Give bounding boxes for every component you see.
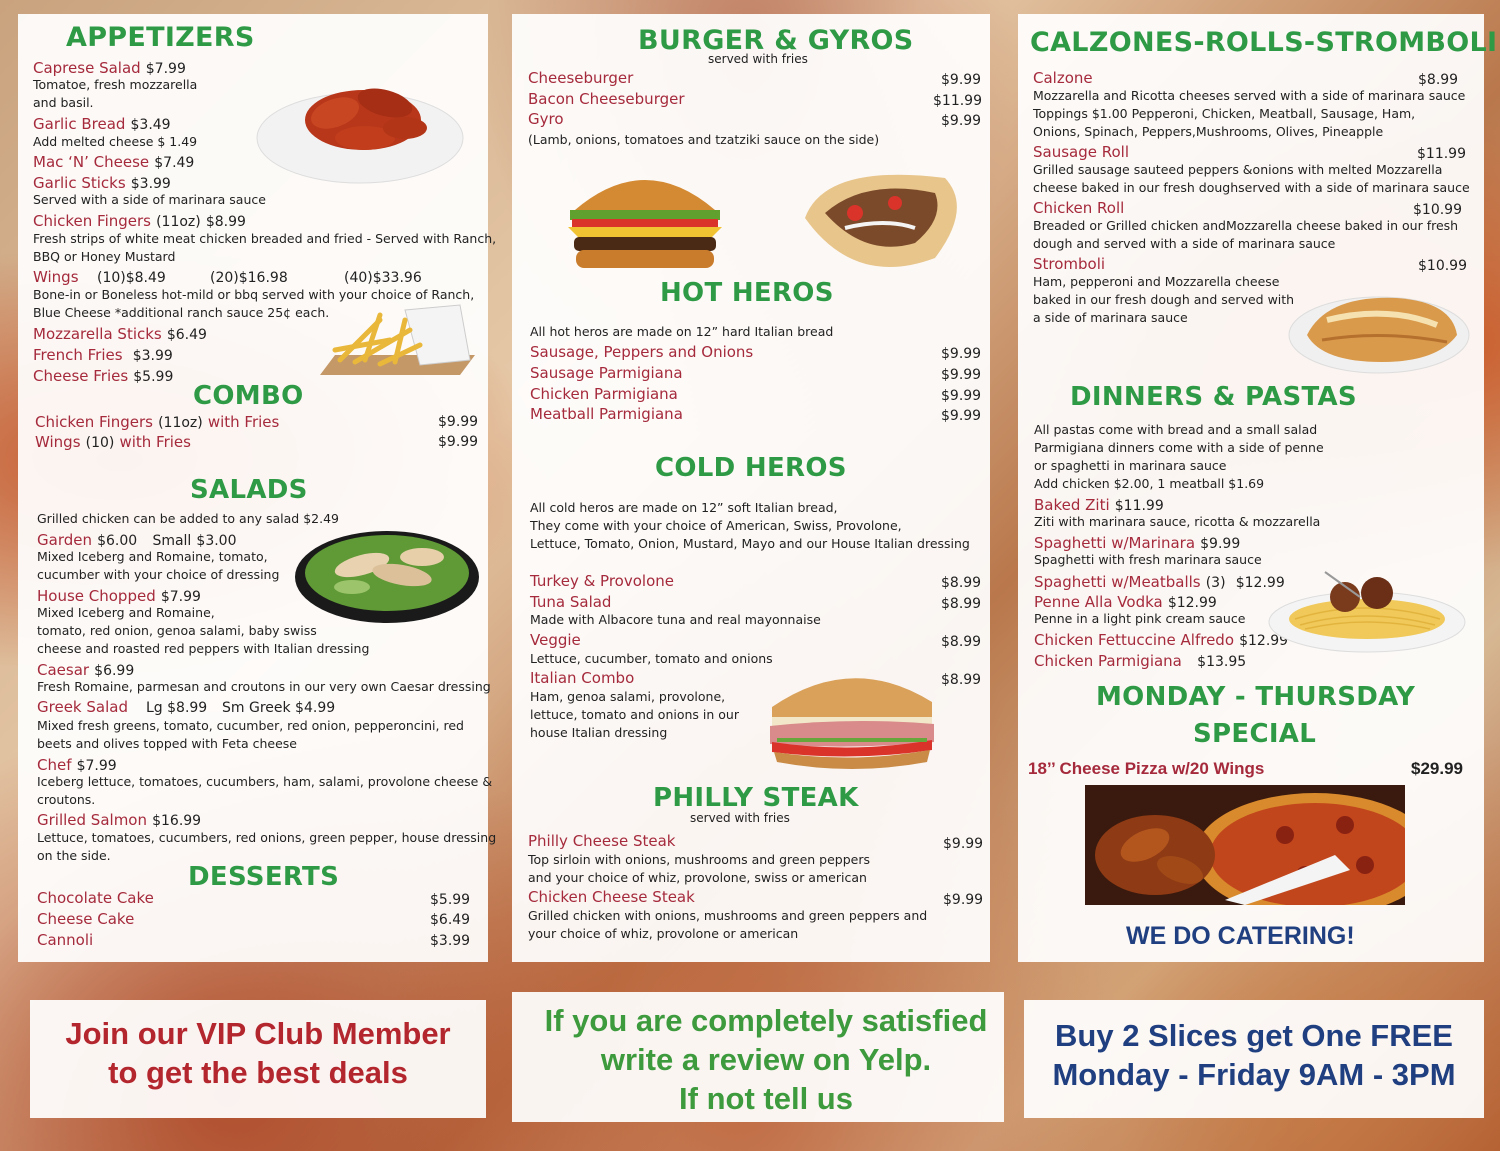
item-price: $9.99: [943, 836, 984, 852]
item-description: BBQ or Honey Mustard: [33, 249, 176, 264]
item-description: Penne in a light pink cream sauce: [1034, 611, 1246, 626]
menu-item-house-chopped: House Chopped $7.99: [37, 587, 201, 605]
menu-item-italian-combo: Italian Combo: [530, 669, 635, 687]
menu-item-gyro: Gyro: [528, 110, 564, 128]
salads-note: Grilled chicken can be added to any salad $2.49: [37, 511, 340, 526]
vip-line-1: Join our VIP Club Member: [65, 1016, 451, 1051]
menu-item-bacon-cheeseburger: Bacon Cheeseburger: [528, 90, 685, 108]
menu-item-cheese-cake: Cheese Cake: [37, 910, 135, 928]
slices-line-1: Buy 2 Slices get One FREE: [1055, 1018, 1453, 1053]
item-description: Mixed Iceberg and Romaine, tomato,: [37, 549, 268, 564]
french-fries-photo: [310, 300, 480, 382]
item-price: $9.99: [941, 367, 982, 383]
item-price: $8.99: [941, 596, 982, 612]
item-description: Grilled sausage sauteed peppers &onions with melted Mozzarella: [1033, 162, 1443, 177]
menu-item-turkey-provolone: Turkey & Provolone: [530, 572, 674, 590]
item-description: Iceberg lettuce, tomatoes, cucumbers, ham, salami, provolone cheese &: [37, 774, 493, 789]
cold-heros-note: All cold heros are made on 12” soft Italian bread,: [530, 500, 838, 515]
menu-item-chicken-roll: Chicken Roll: [1033, 199, 1125, 217]
item-price: $9.99: [941, 388, 982, 404]
item-description: Add melted cheese $ 1.49: [33, 134, 198, 149]
special-heading-line2: SPECIAL: [1193, 719, 1317, 749]
menu-item-spaghetti-marinara: Spaghetti w/Marinara $9.99: [1034, 534, 1241, 552]
menu-item-chicken-parmigiana-dinner: Chicken Parmigiana $13.95: [1034, 652, 1247, 670]
greek-large-price: Lg $8.99: [146, 700, 208, 716]
item-description: a side of marinara sauce: [1033, 310, 1188, 325]
item-description: beets and olives topped with Feta cheese: [37, 736, 297, 751]
item-description: Fresh Romaine, parmesan and croutons in our very own Caesar dressing: [37, 679, 491, 694]
stromboli-photo: [1287, 280, 1472, 375]
menu-item-cheese-fries: Cheese Fries $5.99: [33, 367, 174, 385]
wings-price-40: (40)$33.96: [344, 270, 422, 286]
menu-item-chef-salad: Chef $7.99: [37, 756, 117, 774]
menu-item-mozzarella-sticks: Mozzarella Sticks $6.49: [33, 325, 207, 343]
menu-item-sausage-peppers-onions: Sausage, Peppers and Onions: [530, 343, 754, 361]
yelp-line-1: If you are completely satisfied: [544, 1003, 988, 1038]
item-description: house Italian dressing: [530, 725, 668, 740]
cold-heros-note: Lettuce, Tomato, Onion, Mustard, Mayo and our House Italian dressing: [530, 536, 970, 551]
menu-item-mac-n-cheese: Mac ‘N’ Cheese $7.49: [33, 153, 195, 171]
menu-item-chicken-cheese-steak: Chicken Cheese Steak: [528, 888, 695, 906]
menu-item-stromboli: Stromboli: [1033, 255, 1106, 273]
menu-item-garlic-bread: Garlic Bread $3.49: [33, 115, 171, 133]
menu-item-combo-wings: Wings (10) with Fries: [35, 433, 191, 451]
combo-fingers-price: $9.99: [438, 414, 479, 430]
philly-heading: PHILLY STEAK: [653, 783, 859, 813]
burgers-heading: BURGER & GYROS: [638, 25, 914, 56]
menu-item-spaghetti-meatballs: Spaghetti w/Meatballs (3) $12.99: [1034, 573, 1285, 591]
item-description: Toppings $1.00 Pepperoni, Chicken, Meatball, Sausage, Ham,: [1033, 106, 1416, 121]
spaghetti-meatballs-photo: [1265, 567, 1470, 655]
menu-item-penne-vodka: Penne Alla Vodka $12.99: [1034, 593, 1217, 611]
menu-item-sausage-parmigiana: Sausage Parmigiana: [530, 364, 683, 382]
menu-item-caprese: Caprese Salad $7.99: [33, 59, 186, 77]
yelp-line-2: write a review on Yelp.: [600, 1041, 932, 1077]
wings-price-10: (10)$8.49: [97, 270, 166, 286]
appetizers-heading: APPETIZERS: [66, 22, 255, 53]
item-description: dough and served with a side of marinara sauce: [1033, 236, 1336, 251]
vip-club-text: [30, 1015, 486, 1093]
item-description: on the side.: [37, 848, 111, 863]
cold-heros-note: They come with your choice of American, Swiss, Provolone,: [530, 518, 902, 533]
item-price: $11.99: [933, 93, 982, 109]
item-description: Ham, genoa salami, provolone,: [530, 689, 726, 704]
menu-item-baked-ziti: Baked Ziti $11.99: [1034, 496, 1164, 514]
slices-deal-text: [1024, 1017, 1484, 1095]
catering-text: WE DO CATERING!: [1126, 922, 1355, 950]
burgers-subheading: served with fries: [708, 52, 808, 66]
item-description: Blue Cheese *additional ranch sauce 25¢ each.: [33, 305, 330, 320]
special-item: 18’’ Cheese Pizza w/20 Wings: [1028, 759, 1265, 778]
item-description: Tomatoe, fresh mozzarella: [33, 77, 198, 92]
chicken-wings-photo: [255, 58, 470, 188]
item-description: baked in our fresh dough and served with: [1033, 292, 1295, 307]
item-description: Mozzarella and Ricotta cheeses served with a side of marinara sauce: [1033, 88, 1466, 103]
dinners-heading: DINNERS & PASTAS: [1070, 382, 1357, 412]
greek-small-price: Sm Greek $4.99: [222, 700, 336, 716]
dessert-price: $6.49: [430, 912, 471, 928]
dinners-note: or spaghetti in marinara sauce: [1034, 458, 1227, 473]
menu-item-caesar: Caesar $6.99: [37, 661, 135, 679]
menu-item-wings: Wings: [33, 268, 79, 286]
cold-heros-heading: COLD HEROS: [655, 453, 847, 483]
cheeseburger-photo: [560, 155, 730, 273]
item-description: Served with a side of marinara sauce: [33, 192, 266, 207]
item-price: $8.99: [941, 634, 982, 650]
special-heading-line1: MONDAY - THURSDAY: [1096, 682, 1416, 712]
item-description: Mixed fresh greens, tomato, cucumber, red onion, pepperoncini, red: [37, 718, 464, 733]
menu-item-calzone: Calzone: [1033, 69, 1093, 87]
special-price: $29.99: [1411, 759, 1463, 778]
sub-sandwich-photo: [762, 662, 942, 774]
dinners-note: Add chicken $2.00, 1 meatball $1.69: [1034, 476, 1265, 491]
menu-item-combo-fingers: Chicken Fingers (11oz) with Fries: [35, 413, 280, 431]
dinners-note: All pastas come with bread and a small salad: [1034, 422, 1318, 437]
vip-line-2: to get the best deals: [108, 1054, 408, 1090]
menu-item-philly-cheese-steak: Philly Cheese Steak: [528, 832, 676, 850]
item-price: $11.99: [1417, 146, 1466, 162]
item-description: your choice of whiz, provolone or american: [528, 926, 799, 941]
item-description: and basil.: [33, 95, 94, 110]
item-description: lettuce, tomato and onions in our: [530, 707, 739, 722]
item-price: $8.99: [941, 672, 982, 688]
item-price: $9.99: [941, 113, 982, 129]
menu-item-french-fries: French Fries $3.99: [33, 346, 173, 364]
hot-heros-note: All hot heros are made on 12” hard Italian bread: [530, 324, 834, 339]
dinners-note: Parmigiana dinners come with a side of penne: [1034, 440, 1324, 455]
item-description: Fresh strips of white meat chicken breaded and fried - Served with Ranch,: [33, 231, 497, 246]
item-description: cheese and roasted red peppers with Italian dressing: [37, 641, 370, 656]
menu-item-veggie: Veggie: [530, 631, 581, 649]
item-description: Onions, Spinach, Peppers,Mushrooms, Olives, Pineapple: [1033, 124, 1384, 139]
item-description: Grilled chicken with onions, mushrooms and green peppers and: [528, 908, 928, 923]
item-description: cucumber with your choice of dressing: [37, 567, 280, 582]
desserts-heading: DESSERTS: [188, 862, 340, 892]
philly-subheading: served with fries: [690, 811, 790, 825]
menu-item-tuna-salad: Tuna Salad: [530, 593, 612, 611]
yelp-line-3: If not tell us: [679, 1080, 853, 1116]
item-price: $9.99: [941, 72, 982, 88]
hot-heros-heading: HOT HEROS: [660, 278, 834, 308]
item-description: Top sirloin with onions, mushrooms and green peppers: [528, 852, 871, 867]
item-description: Lettuce, cucumber, tomato and onions: [530, 651, 773, 666]
item-description: cheese baked in our fresh doughserved with a side of marinara sauce: [1033, 180, 1470, 195]
menu-item-chicken-parmigiana-hero: Chicken Parmigiana: [530, 385, 678, 403]
menu-item-cannoli: Cannoli: [37, 931, 94, 949]
item-description: tomato, red onion, genoa salami, baby swiss: [37, 623, 317, 638]
item-price: $10.99: [1413, 202, 1462, 218]
menu-item-greek-salad: Greek Salad: [37, 698, 128, 716]
item-price: $9.99: [941, 408, 982, 424]
menu-item-grilled-salmon: Grilled Salmon $16.99: [37, 811, 202, 829]
wings-price-20: (20)$16.98: [210, 270, 288, 286]
dessert-price: $5.99: [430, 892, 471, 908]
menu-item-chicken-fingers: Chicken Fingers (11oz) $8.99: [33, 212, 246, 230]
calzones-heading: CALZONES-ROLLS-STROMBOLI: [1030, 27, 1498, 58]
item-price: $8.99: [941, 575, 982, 591]
gyro-description: (Lamb, onions, tomatoes and tzatziki sauce on the side): [528, 132, 880, 147]
item-description: Ham, pepperoni and Mozzarella cheese: [1033, 274, 1280, 289]
item-description: Made with Albacore tuna and real mayonnaise: [530, 612, 821, 627]
item-description: croutons.: [37, 792, 96, 807]
combo-wings-price: $9.99: [438, 434, 479, 450]
caesar-salad-photo: [292, 525, 482, 625]
item-description: Lettuce, tomatoes, cucumbers, red onions, green pepper, house dressing: [37, 830, 497, 845]
item-description: and your choice of whiz, provolone, swiss or american: [528, 870, 867, 885]
item-price: $8.99: [1418, 72, 1459, 88]
item-price: $10.99: [1418, 258, 1467, 274]
item-description: Breaded or Grilled chicken andMozzarella cheese baked in our fresh: [1033, 218, 1459, 233]
menu-item-garlic-sticks: Garlic Sticks $3.99: [33, 174, 171, 192]
menu-item-sausage-roll: Sausage Roll: [1033, 143, 1130, 161]
menu-item-meatball-parmigiana: Meatball Parmigiana: [530, 405, 683, 423]
dessert-price: $3.99: [430, 933, 471, 949]
yelp-review-text: [512, 1002, 1020, 1118]
menu-item-garden-salad: Garden $6.00 Small $3.00: [37, 531, 237, 549]
slices-line-2: Monday - Friday 9AM - 3PM: [1052, 1056, 1456, 1092]
salads-heading: SALADS: [190, 475, 308, 505]
pizza-wings-photo: [1085, 785, 1405, 905]
item-description: Mixed Iceberg and Romaine,: [37, 605, 215, 620]
item-description: Spaghetti with fresh marinara sauce: [1034, 552, 1262, 567]
item-price: $9.99: [941, 346, 982, 362]
menu-item-cheeseburger: Cheeseburger: [528, 69, 634, 87]
menu-item-fettuccine-alfredo: Chicken Fettuccine Alfredo $12.99: [1034, 631, 1289, 649]
item-price: $9.99: [943, 892, 984, 908]
item-description: Bone-in or Boneless hot-mild or bbq served with your choice of Ranch,: [33, 287, 475, 302]
item-description: Ziti with marinara sauce, ricotta & mozzarella: [1034, 514, 1321, 529]
gyro-photo: [795, 158, 973, 280]
menu-item-chocolate-cake: Chocolate Cake: [37, 889, 154, 907]
combo-heading: COMBO: [193, 381, 304, 411]
